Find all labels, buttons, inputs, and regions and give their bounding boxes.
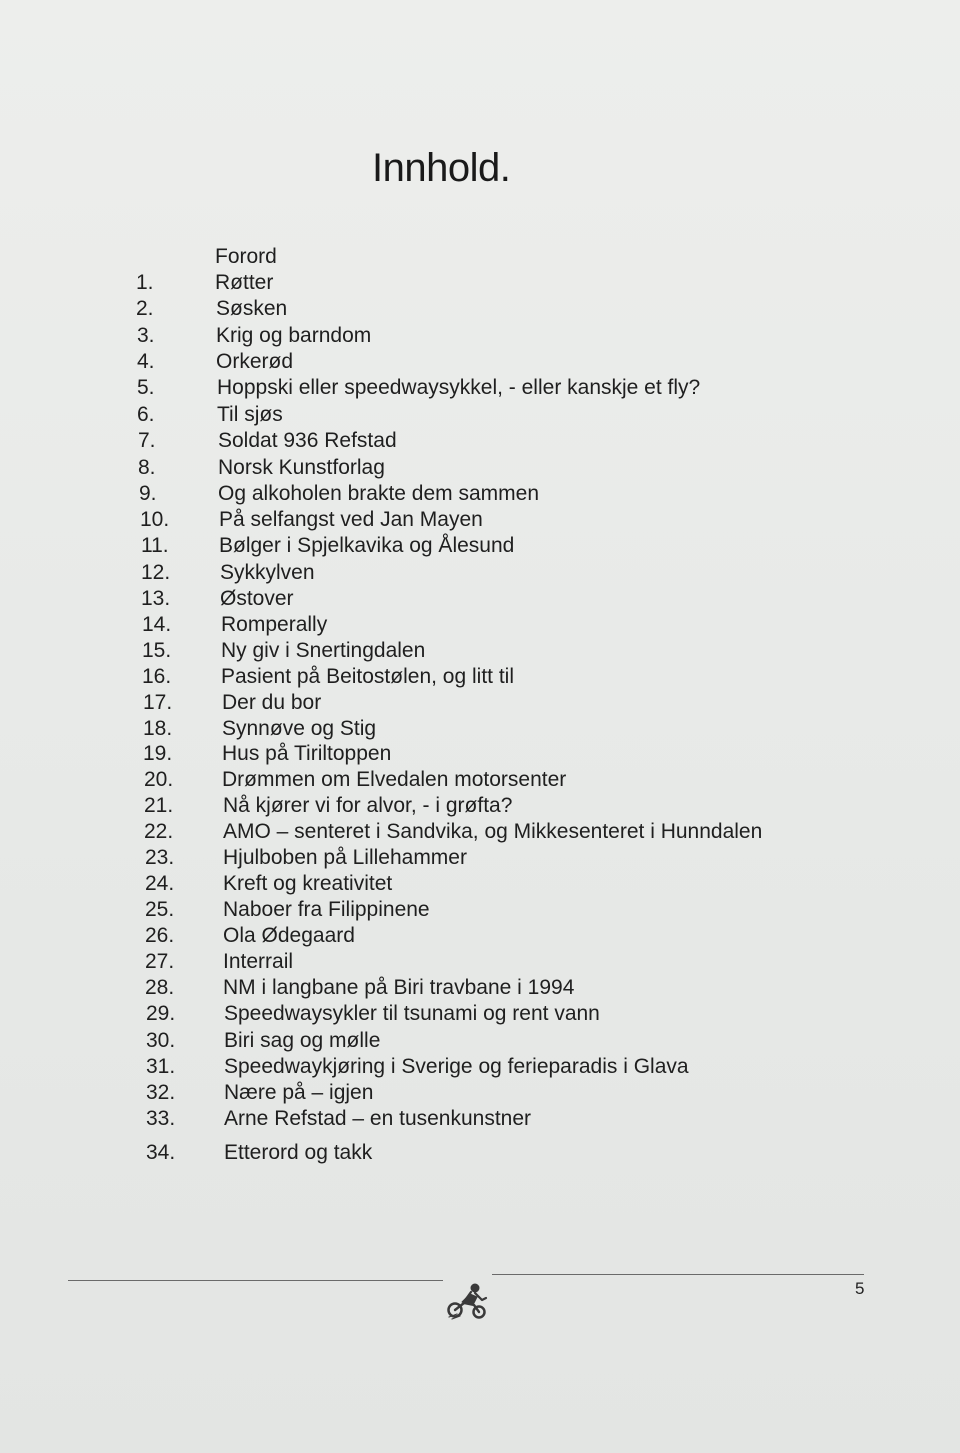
toc-entry-number: 12. xyxy=(141,561,171,584)
toc-entry-number: 27. xyxy=(145,950,175,973)
toc-entry xyxy=(0,1080,900,1106)
toc-entry-number: 26. xyxy=(145,924,175,947)
toc-entry xyxy=(0,455,900,481)
toc-entry-title: Speedwaysykler til tsunami og rent vann xyxy=(224,1002,600,1025)
toc-entry-number: 18. xyxy=(143,717,173,740)
toc-entry-title: På selfangst ved Jan Mayen xyxy=(219,508,483,531)
toc-entry xyxy=(0,533,900,559)
toc-entry xyxy=(0,871,900,897)
toc-entry xyxy=(0,428,900,454)
toc-entry-title: Speedwaykjøring i Sverige og ferieparadis i Glava xyxy=(224,1055,689,1078)
toc-entry-number: 16. xyxy=(142,665,172,688)
toc-entry-title: Pasient på Beitostølen, og litt til xyxy=(221,665,514,688)
toc-entry xyxy=(0,793,900,819)
toc-entry xyxy=(0,586,900,612)
toc-entry-title: Interrail xyxy=(223,950,294,973)
toc-entry xyxy=(0,244,900,270)
toc-entry-title: NM i langbane på Biri travbane i 1994 xyxy=(223,976,575,999)
toc-entry-number: 30. xyxy=(146,1029,176,1052)
toc-entry-title: Sykkylven xyxy=(220,561,315,584)
toc-entry-number: 21. xyxy=(144,794,174,817)
toc-entry-title: Naboer fra Filippinene xyxy=(223,898,430,921)
toc-entry-number: 10. xyxy=(140,508,170,531)
toc-entry-title: Etterord og takk xyxy=(224,1141,373,1164)
toc-entry-title: Ola Ødegaard xyxy=(223,924,355,947)
toc-entry xyxy=(0,1140,900,1166)
toc-entry-title: Ny giv i Snertingdalen xyxy=(221,639,426,662)
toc-entry-title: Orkerød xyxy=(216,350,294,373)
toc-entry-number: 31. xyxy=(146,1055,176,1078)
toc-entry-number: 8. xyxy=(138,456,156,479)
toc-entry xyxy=(0,767,900,793)
toc-entry-title: Hjulboben på Lillehammer xyxy=(223,846,467,869)
toc-entry xyxy=(0,664,900,690)
toc-entry xyxy=(0,1001,900,1027)
toc-entry-title: Drømmen om Elvedalen motorsenter xyxy=(222,768,567,791)
toc-entry-title: Nå kjører vi for alvor, - i grøfta? xyxy=(223,794,513,817)
toc-entry-number: 6. xyxy=(137,403,155,426)
toc-entry-number: 29. xyxy=(146,1002,176,1025)
toc-entry-title: Hus på Tiriltoppen xyxy=(222,742,392,765)
toc-entry xyxy=(0,1054,900,1080)
toc-entry-title: Synnøve og Stig xyxy=(222,717,377,740)
toc-entry xyxy=(0,638,900,664)
toc-entry-title: AMO – senteret i Sandvika, og Mikkesenteret i Hunndalen xyxy=(223,820,763,843)
toc-entry-title: Hoppski eller speedwaysykkel, - eller kanskje et fly? xyxy=(217,376,701,399)
toc-entry xyxy=(0,845,900,871)
toc-entry xyxy=(0,402,900,428)
toc-entry-number: 25. xyxy=(145,898,175,921)
toc-entry-title: Krig og barndom xyxy=(216,324,372,347)
toc-entry-title: Soldat 936 Refstad xyxy=(218,429,397,452)
toc-entry xyxy=(0,819,900,845)
toc-entry-number: 15. xyxy=(142,639,172,662)
toc-entry-title: Norsk Kunstforlag xyxy=(218,456,385,479)
toc-entry-title: Romperally xyxy=(221,613,328,636)
toc-entry-title: Der du bor xyxy=(222,691,322,714)
toc-entry-number: 11. xyxy=(141,534,169,557)
toc-entry xyxy=(0,949,900,975)
toc-entry xyxy=(0,897,900,923)
toc-entry xyxy=(0,1028,900,1054)
toc-entry-number: 33. xyxy=(146,1107,176,1130)
toc-entry xyxy=(0,349,900,375)
toc-entry-number: 34. xyxy=(146,1141,176,1164)
toc-entry-number: 14. xyxy=(142,613,172,636)
toc-entry xyxy=(0,690,900,716)
toc-entry-number: 9. xyxy=(139,482,157,505)
toc-entry-title: Nære på – igjen xyxy=(224,1081,374,1104)
toc-entry xyxy=(0,323,900,349)
toc-entry-title: Biri sag og mølle xyxy=(224,1029,381,1052)
toc-entry-number: 5. xyxy=(137,376,155,399)
footer-rule-left xyxy=(68,1280,443,1281)
page-title: Innhold. xyxy=(372,146,511,190)
toc-entry xyxy=(0,975,900,1001)
speedway-rider-icon xyxy=(444,1280,492,1320)
toc-entry-number: 22. xyxy=(144,820,174,843)
toc-entry-number: 4. xyxy=(137,350,155,373)
toc-entry-title: Søsken xyxy=(216,297,288,320)
toc-entry-title: Til sjøs xyxy=(217,403,283,426)
toc-entry xyxy=(0,716,900,742)
toc-entry xyxy=(0,481,900,507)
toc-entry xyxy=(0,612,900,638)
toc-entry-title: Østover xyxy=(220,587,294,610)
footer-rule-right xyxy=(492,1274,864,1275)
toc-entry-number: 28. xyxy=(145,976,175,999)
toc-entry-number: 13. xyxy=(141,587,171,610)
toc-entry-number: 23. xyxy=(145,846,175,869)
toc-entry xyxy=(0,270,900,296)
toc-entry-title: Og alkoholen brakte dem sammen xyxy=(218,482,539,505)
toc-entry-title: Arne Refstad – en tusenkunstner xyxy=(224,1107,532,1130)
page-number: 5 xyxy=(855,1279,865,1298)
toc-entry xyxy=(0,560,900,586)
toc-entry-title: Bølger i Spjelkavika og Ålesund xyxy=(219,534,515,557)
toc-entry-number: 2. xyxy=(136,297,154,320)
toc-entry xyxy=(0,375,900,401)
toc-entry-number: 24. xyxy=(145,872,175,895)
toc-entry-number: 7. xyxy=(138,429,156,452)
toc-entry-number: 32. xyxy=(146,1081,176,1104)
toc-entry-title: Forord xyxy=(215,245,277,268)
toc-entry xyxy=(0,741,900,767)
toc-entry-number: 3. xyxy=(137,324,155,347)
toc-entry-number: 1. xyxy=(136,271,154,294)
toc-entry-title: Røtter xyxy=(215,271,274,294)
toc-entry xyxy=(0,296,900,322)
toc-entry-number: 20. xyxy=(144,768,174,791)
toc-entry-number: 17. xyxy=(143,691,173,714)
toc-entry-number: 19. xyxy=(143,742,173,765)
toc-entry-title: Kreft og kreativitet xyxy=(223,872,393,895)
toc-entry xyxy=(0,1106,900,1132)
toc-entry xyxy=(0,923,900,949)
toc-entry xyxy=(0,507,900,533)
